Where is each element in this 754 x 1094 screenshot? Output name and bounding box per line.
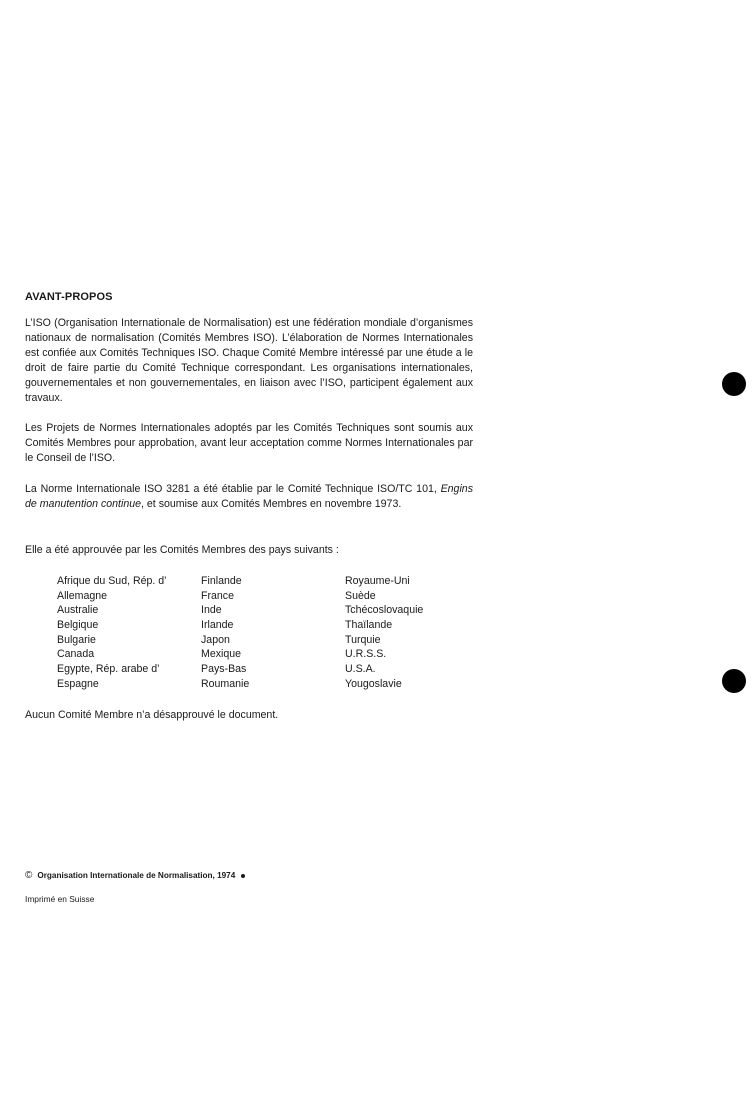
country-item: Espagne xyxy=(57,677,99,690)
foreword-paragraph-3 xyxy=(25,482,473,512)
punch-hole-icon xyxy=(722,372,746,396)
punch-hole-icon xyxy=(722,669,746,693)
country-item: Yougoslavie xyxy=(345,677,402,690)
country-column-1 xyxy=(57,574,167,692)
country-item: Roumanie xyxy=(201,677,250,690)
country-item: Egypte, Rép. arabe d’ xyxy=(57,663,160,676)
country-item: Afrique du Sud, Rép. d’ xyxy=(57,575,167,587)
country-item: Royaume-Uni xyxy=(345,575,410,587)
country-item: Inde xyxy=(201,604,222,617)
country-item: U.R.S.S. xyxy=(345,648,387,661)
country-item: Suède xyxy=(345,589,376,602)
country-item: U.S.A. xyxy=(345,663,376,676)
country-item: Japon xyxy=(201,633,230,646)
country-item: Bulgarie xyxy=(57,633,96,646)
country-item: Mexique xyxy=(201,648,242,661)
country-item: France xyxy=(201,589,234,602)
country-item: Canada xyxy=(57,648,95,661)
copyright-text: Organisation Internationale de Normalisation, 1974 xyxy=(37,871,236,880)
foreword-paragraph-1: L’ISO (Organisation Internationale de Normalisation) est une fédération mondiale d’organismes nationaux de normalisation (Comités Membres ISO). L’élaboration de Normes Internationales est confiée aux Comités Techniques ISO. Chaque Comité Membre intéressé par une étude a le droit de faire partie du Comité Technique correspondant. Les organisations internationales, gouvernementales et non gouvernementales, en liaison avec l’ISO, participent également aux travaux. xyxy=(25,317,473,404)
no-disapproval-statement: Aucun Comité Membre n’a désapprouvé le document. xyxy=(25,709,279,721)
country-item: Thaïlande xyxy=(345,619,393,632)
committee-title: Engins de manutention continue xyxy=(25,483,473,510)
country-item: Irlande xyxy=(201,619,234,632)
country-item: Tchécoslovaquie xyxy=(345,604,424,617)
country-column-3 xyxy=(345,574,423,692)
country-item: Belgique xyxy=(57,619,99,632)
paragraph-3-text-start: La Norme Internationale ISO 3281 a été établie par le Comité Technique ISO/TC 101, xyxy=(25,483,441,495)
country-item: Allemagne xyxy=(57,589,108,602)
country-item: Australie xyxy=(57,604,99,617)
country-item: Pays-Bas xyxy=(201,663,247,676)
copyright-symbol: © xyxy=(25,870,33,881)
country-column-2 xyxy=(201,574,249,692)
copyright-notice xyxy=(25,870,245,881)
foreword-paragraph-2: Les Projets de Normes Internationales adoptés par les Comités Techniques sont soumis aux Comités Membres pour approbation, avant leur acceptation comme Normes Internationales par le Conseil de l’ISO. xyxy=(25,422,473,464)
printed-in-notice: Imprimé en Suisse xyxy=(25,894,95,904)
approval-intro: Elle a été approuvée par les Comités Membres des pays suivants : xyxy=(25,544,339,556)
country-item: Finlande xyxy=(201,575,242,587)
section-heading: AVANT-PROPOS xyxy=(25,291,113,303)
country-item: Turquie xyxy=(345,633,381,646)
paragraph-3-text-end: , et soumise aux Comités Membres en novembre 1973. xyxy=(141,498,402,510)
bullet-icon xyxy=(241,874,245,878)
